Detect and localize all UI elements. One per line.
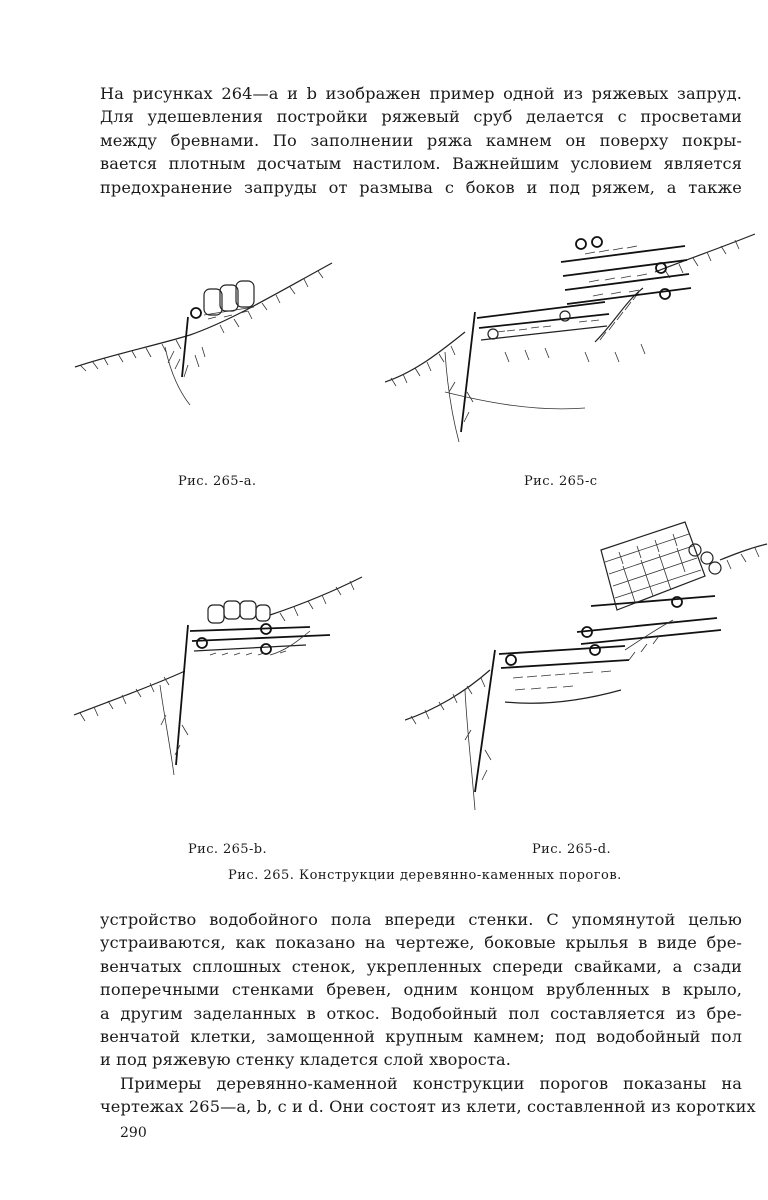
- bottom-paragraph: [100, 908, 756, 1119]
- text-line: вается плотным досчатым настилом. Важнейшим условием является: [100, 154, 742, 174]
- text-line: На рисунках 264—a и b изображен пример одной из ряжевых запруд.: [100, 84, 742, 103]
- text-line: Для удешевления постройки ряжевый сруб делается с просветами: [100, 107, 742, 127]
- text-line: венчатой клетки, замощенной крупным камнем; под водобойный пол: [100, 1027, 742, 1047]
- text-line: чертежах 265—a, b, c и d. Они состоят из клети, составленной из коротких: [100, 1097, 756, 1117]
- figure-265-b: [70, 575, 370, 780]
- page-number: 290: [120, 1125, 147, 1141]
- text-line: устройство водобойного пола впереди стенки. С упомянутой целью: [100, 910, 742, 929]
- figure-caption-main: Рис. 265. Конструкции деревянно-каменных порогов.: [228, 868, 622, 883]
- text-line: устраиваются, как показано на чертеже, боковые крылья в виде бре-: [100, 933, 742, 953]
- top-paragraph: [100, 82, 742, 199]
- text-line: а другим заделанных в откос. Водобойный пол составляется из бре-: [100, 1003, 742, 1023]
- figure-265-c: [385, 232, 760, 452]
- figure-265-a: [70, 255, 340, 415]
- text-line: и под ряжевую стенку кладется слой хвороста.: [100, 1050, 511, 1070]
- caption-265-b: Рис. 265-b.: [188, 842, 268, 857]
- caption-265-d: Рис. 265-d.: [532, 842, 612, 857]
- caption-265-a: Рис. 265-a.: [178, 474, 257, 489]
- text-line: между бревнами. По заполнении ряжа камнем он поверху покры-: [100, 130, 742, 150]
- text-line: предохранение запруды от размыва с боков и под ряжем, а также: [100, 177, 742, 197]
- text-line: венчатых сплошных стенок, укрепленных спереди свайками, а сзади: [100, 956, 742, 976]
- caption-265-c: Рис. 265-c: [524, 474, 598, 489]
- text-line: поперечными стенками бревен, одним концом врубленных в крыло,: [100, 980, 742, 1000]
- figure-265-d: [405, 520, 768, 820]
- text-line: Примеры деревянно-каменной конструкции порогов показаны на: [120, 1073, 742, 1093]
